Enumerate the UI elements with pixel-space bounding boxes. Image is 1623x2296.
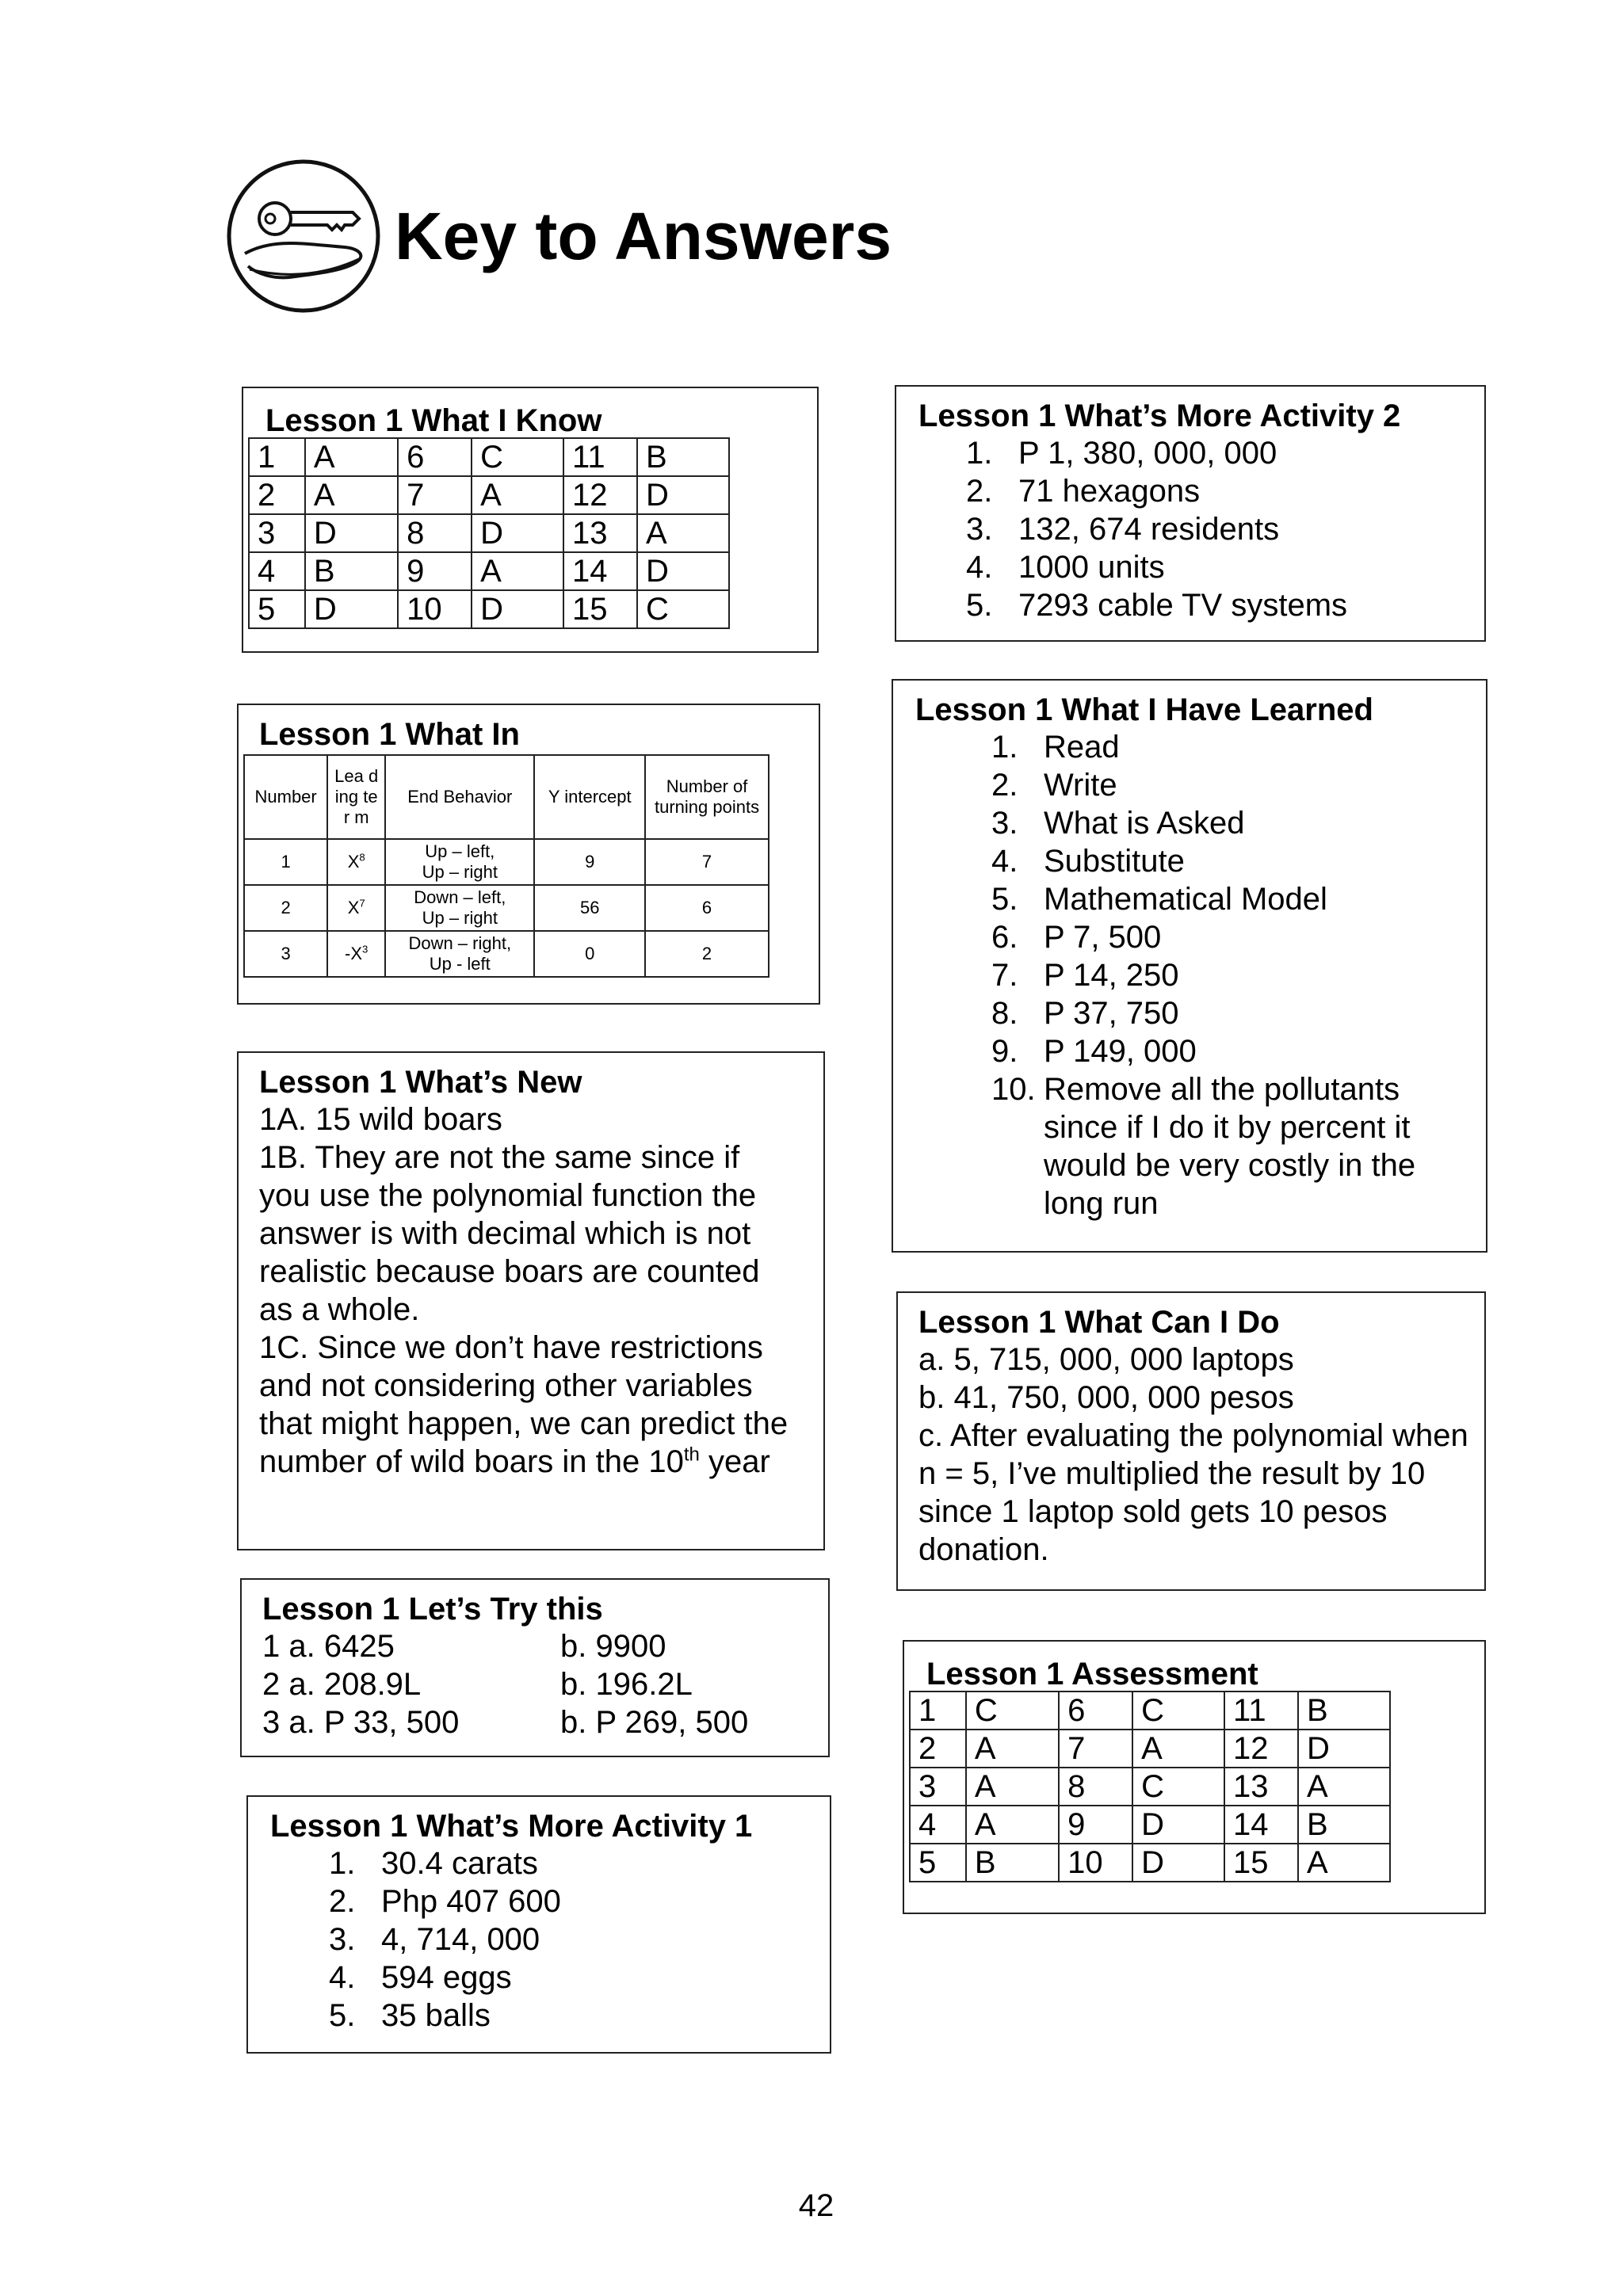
answer-1a: 1A. 15 wild boars [259,1102,502,1137]
answer-c: c. After evaluating the polynomial when n = 5, I’ve multiplied the result by 10 since 1 laptop sold gets 10 pesos donation. [918,1418,1468,1567]
list-item: 5. Mathematical Model [991,882,1327,917]
item-answer: A [472,552,563,590]
item-number: 8 [1059,1768,1132,1806]
lets-try-box [240,1578,830,1757]
row-number: 3 [244,931,327,977]
what-i-know-table [248,437,730,629]
row-turning-points: 6 [645,885,769,931]
answer-row [910,1768,1390,1806]
item-answer: D [1132,1844,1224,1882]
item-answer: A [966,1768,1059,1806]
list-item: 5. 35 balls [329,1998,491,2033]
can-i-do-box [896,1291,1486,1591]
item-answer: D [305,514,398,552]
row-turning-points: 2 [645,931,769,977]
item-answer: A [966,1730,1059,1768]
answer-1b: 1B. They are not the same since if you use the polynomial function the answer is with decimal which is not realistic because boars are counted as a whole. [259,1140,760,1327]
learned-list [991,728,1435,1222]
item-number: 9 [1059,1806,1132,1844]
item-number: 8 [398,514,472,552]
item-number: 7 [398,476,472,514]
list-item: 2. 71 hexagons [966,474,1201,509]
item-answer: B [637,438,729,476]
item-number: 10 [1059,1844,1132,1882]
box-title: Lesson 1 What’s New [259,1065,582,1100]
item-answer: A [472,476,563,514]
have-learned-box [892,679,1487,1253]
list-item: 3. 4, 714, 000 [329,1922,540,1957]
answer-row [249,590,729,628]
whats-more-1-box [246,1795,831,2054]
item-number: 1 [910,1691,966,1730]
item-number: 4 [910,1806,966,1844]
answer-row [249,476,729,514]
answer-row [910,1730,1390,1768]
item-answer: C [1132,1768,1224,1806]
page-title: Key to Answers [395,199,892,273]
list-item: 2. Php 407 600 [329,1884,561,1919]
box-title: Lesson 1 Let’s Try this [262,1592,603,1627]
list-item: 1. 30.4 carats [329,1846,538,1881]
list-item: 1. Read [991,730,1120,765]
item-number: 4 [249,552,305,590]
item-number: 2 [910,1730,966,1768]
list-item: 2. Write [991,768,1117,803]
item-number: 14 [563,552,637,590]
page-number: 42 [798,2188,834,2223]
answer-1c: 1C. Since we don’t have restrictions and not considering other variables that might happen, we can predict the number of wild boars in the 10th year [259,1330,789,1479]
item-number: 13 [1224,1768,1298,1806]
what-in-table [243,754,769,978]
whats-new-box [237,1051,825,1550]
answer-row [249,438,729,476]
item-answer: A [1298,1768,1390,1806]
item-number: 13 [563,514,637,552]
header-leading-term: Lea ding ter m [327,755,385,839]
answer-row [249,514,729,552]
header-number: Number [244,755,327,839]
answer-row [910,1806,1390,1844]
answer-row [910,1691,1390,1730]
item-answer: C [1132,1691,1224,1730]
item-answer: D [305,590,398,628]
item-number: 15 [563,590,637,628]
item-number: 5 [249,590,305,628]
assessment-table [909,1691,1391,1882]
assessment-box [903,1640,1486,1914]
header-y-intercept: Y intercept [534,755,645,839]
row-number: 2 [244,885,327,931]
item-answer: D [637,552,729,590]
row-leading-term: $X^8$ [327,839,385,885]
whats-more-2-box [895,385,1486,642]
list-item: 3. What is Asked [991,806,1245,841]
item-answer: C [637,590,729,628]
box-title: Lesson 1 What Can I Do [918,1305,1280,1340]
box-title: Lesson 1 What In [259,717,520,752]
list-item: 9. P 149, 000 [991,1034,1197,1069]
item-number: 1 [249,438,305,476]
item-number: 9 [398,552,472,590]
try-row: 3 a. P 33, 500 b. P 269, 500 [262,1705,749,1740]
header-turning-points: Number of turning points [645,755,769,839]
row-y-intercept: 0 [534,931,645,977]
list-item: 1. P 1, 380, 000, 000 [966,436,1277,471]
list-item: 10. Remove all the pollutants since if I do it by percent it would be very costly in the long run [991,1072,1416,1221]
box-title: Lesson 1 Assessment [926,1657,1258,1691]
box-title: Lesson 1 What’s More Activity 1 [270,1809,753,1844]
item-answer: A [966,1806,1059,1844]
what-in-box [237,704,820,1005]
row-end-behavior: Down – left, Up – right [385,885,534,931]
row-leading-term: $X^7$ [327,885,385,931]
answer-row [910,1844,1390,1882]
item-answer: D [472,514,563,552]
list-item: 4. 1000 units [966,550,1165,585]
list-item: 4. Substitute [991,844,1185,879]
item-answer: B [1298,1806,1390,1844]
item-answer: A [637,514,729,552]
item-number: 11 [1224,1691,1298,1730]
header-end-behavior: End Behavior [385,755,534,839]
item-number: 12 [1224,1730,1298,1768]
item-number: 14 [1224,1806,1298,1844]
item-number: 2 [249,476,305,514]
item-answer: D [1132,1806,1224,1844]
list-item: 4. 594 eggs [329,1960,512,1995]
activity-2-list [966,434,1473,624]
row-end-behavior: Up – left, Up – right [385,839,534,885]
item-answer: C [472,438,563,476]
item-answer: C [966,1691,1059,1730]
item-number: 11 [563,438,637,476]
item-answer: D [637,476,729,514]
item-answer: B [305,552,398,590]
item-number: 3 [249,514,305,552]
row-number: 1 [244,839,327,885]
row-leading-term: $-X^3$ [327,931,385,977]
item-number: 12 [563,476,637,514]
item-number: 3 [910,1768,966,1806]
list-item: 3. 132, 674 residents [966,512,1280,547]
item-answer: D [1298,1730,1390,1768]
item-number: 6 [398,438,472,476]
item-number: 5 [910,1844,966,1882]
activity-1-list [329,1844,817,2035]
item-answer: A [305,438,398,476]
list-item: 7. P 14, 250 [991,958,1179,993]
what-i-know-box [242,387,819,653]
list-item: 6. P 7, 500 [991,920,1162,955]
try-row: 1 a. 6425 b. 9900 [262,1629,666,1664]
item-answer: B [1298,1691,1390,1730]
row-y-intercept: 56 [534,885,645,931]
box-title: Lesson 1 What’s More Activity 2 [918,399,1401,433]
row-y-intercept: 9 [534,839,645,885]
item-answer: A [1132,1730,1224,1768]
row-end-behavior: Down – right, Up - left [385,931,534,977]
item-answer: A [1298,1844,1390,1882]
box-title: Lesson 1 What I Know [265,403,602,438]
key-hand-icon [226,158,381,314]
item-number: 10 [398,590,472,628]
row-turning-points: 7 [645,839,769,885]
item-answer: B [966,1844,1059,1882]
answer-a: a. 5, 715, 000, 000 laptops [918,1342,1294,1377]
answer-b: b. 41, 750, 000, 000 pesos [918,1380,1294,1415]
item-number: 15 [1224,1844,1298,1882]
try-row: 2 a. 208.9L b. 196.2L [262,1667,693,1702]
item-answer: A [305,476,398,514]
item-number: 7 [1059,1730,1132,1768]
item-answer: D [472,590,563,628]
box-title: Lesson 1 What I Have Learned [915,692,1373,727]
item-number: 6 [1059,1691,1132,1730]
list-item: 5. 7293 cable TV systems [966,588,1348,623]
answer-row [249,552,729,590]
list-item: 8. P 37, 750 [991,996,1179,1031]
